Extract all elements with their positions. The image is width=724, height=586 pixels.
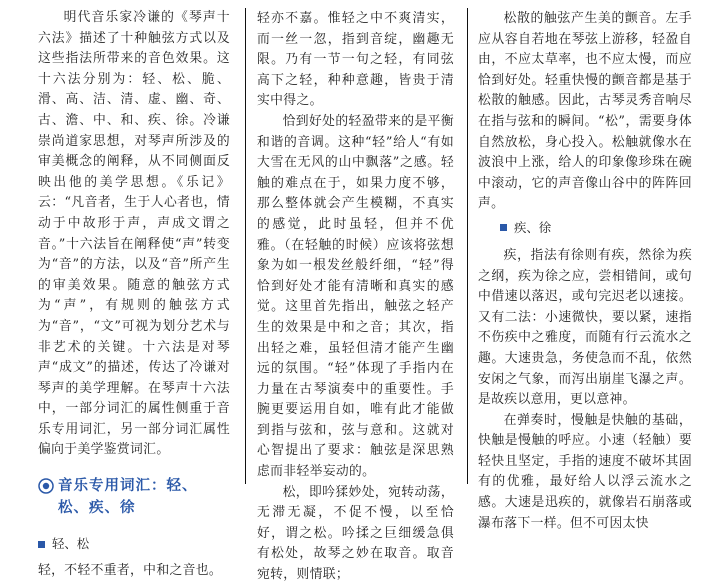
square-bullet-icon: [500, 224, 507, 231]
ji-paragraph: 疾，指法有徐则有疾，然徐为疾之纲，疾为徐之应，尝相错间，或句中借速以落迟，或句完迟老以速接。又有二法：小速微快，要以紧，速指不伤疾中之雅度，而随有行云流水之趣。大速贵急，务使急而不乱，依然安闲之气象，而泻出崩崖飞瀑之声。是故疾以意用，更以意神。: [478, 247, 692, 408]
column-divider-left: [245, 8, 246, 484]
middle-column-body: [257, 9, 454, 586]
qing-paragraph: 轻，不轻不重者，中和之音也。: [38, 563, 223, 579]
concentric-circle-bullet-icon: [38, 478, 54, 494]
right-column: [478, 0, 692, 531]
ji-xu-explanation-paragraph: 在弹奏时，慢触是快触的基础，快触是慢触的呼应。小速（轻触）要轻快且坚定，手指的速度不破坏其固有的优雅，最好给人以浮云流水之感。大速是迅疾的，就像岩石崩落或瀑布落下一样。但不可因太快: [478, 412, 692, 531]
qing-paragraph-continued: 轻亦不嘉。惟轻之中不爽清实，而一丝一忽，指到音绽，幽趣无限。乃有一节一句之轻，有同弦高下之轻，种种意趣，皆贵于清实中得之。: [257, 11, 454, 109]
section-heading: [38, 475, 230, 519]
section-heading-text: 音乐专用词汇：轻、松、疾、徐: [58, 478, 198, 517]
qing-paragraph-wrap: [38, 561, 230, 582]
subhead-ji-xu: [500, 219, 692, 237]
subhead-qing-song-text: 轻、松: [52, 536, 90, 552]
song-explanation-paragraph: 松散的触弦产生美的颤音。左手应从容自若地在琴弦上游移，轻盈自由，不应太草率，也不应太慢，而应恰到好处。轻重快慢的颤音都是基于松散的触感。因此，古琴灵秀音响尽在指与弦和的瞬间。“松”，需要身体自然放松，身心投入。松触就像水在波浪中上涨，给人的印象像珍珠在碗中滚动，它的声音像山谷中的阵阵回声。: [478, 11, 692, 212]
middle-column: [257, 0, 454, 583]
square-bullet-icon: [38, 541, 45, 548]
song-paragraph: 松，即吟猱妙处，宛转动荡，无滞无凝，不促不慢，以至恰好，谓之松。吟揉之巨细缓急俱有松处，故琴之妙在取音。取音宛转，则情联；: [257, 484, 454, 583]
left-column-body: [38, 8, 230, 461]
qing-explanation-paragraph: 恰到好处的轻盈带来的是平衡和谐的音调。这种“轻”给人“有如大雪在无风的山中飘落”之感。轻触的难点在于，如果力度不够，那么整体就会产生模糊，不真实的感觉，此时虽轻，但并不优雅。（在轻触的时候）应该将弦想象为如一根发丝般纤细，“轻”得恰到好处才能有清晰和真实的感觉。这里首先指出，触弦之轻产生的效果是中和之音；其次，指出轻之难，虽轻但清才能产生幽远的氛围。“轻”体现了手指内在力量在古琴演奏中的重要性。手腕更要运用自如，唯有此才能做到指与弦和，弦与意和。这就对心智提出了要求：触弦是深思熟虑而非轻举妄动的。: [257, 113, 454, 480]
left-column: [38, 0, 230, 579]
subhead-qing-song: [38, 535, 230, 553]
right-column-body-2: [478, 246, 692, 534]
subhead-ji-xu-text: 疾、徐: [514, 219, 552, 235]
intro-paragraph: 明代音乐家冷谦的《琴声十六法》描述了十种触弦方式以及这些指法所带来的音色效果。这十六法分别为：轻、松、脆、滑、高、洁、清、虚、幽、奇、古、澹、中、和、疾、徐。冷谦崇尚道家思想，对琴声所涉及的审美概念的阐释，从不同侧面反映出他的美学思想。《乐记》云：“凡音者，生于人心者也，情动于中故形于声，声成文谓之音。”十六法旨在阐释使“声”转变为“音”的方法，以及“音”所产生的审美效果。随意的触弦方式为“声”，有规则的触弦方式为“音”，“文”可视为划分艺术与非艺术的关键。十六法是对琴声“成文”的描述，传达了冷谦对琴声的美学理解。在琴声十六法中，一部分词汇的属性侧重于音乐专用词汇，另一部分词汇属性偏向于美学鉴赏词汇。: [38, 10, 230, 458]
column-divider-right: [467, 8, 468, 484]
right-column-body: [478, 9, 692, 215]
